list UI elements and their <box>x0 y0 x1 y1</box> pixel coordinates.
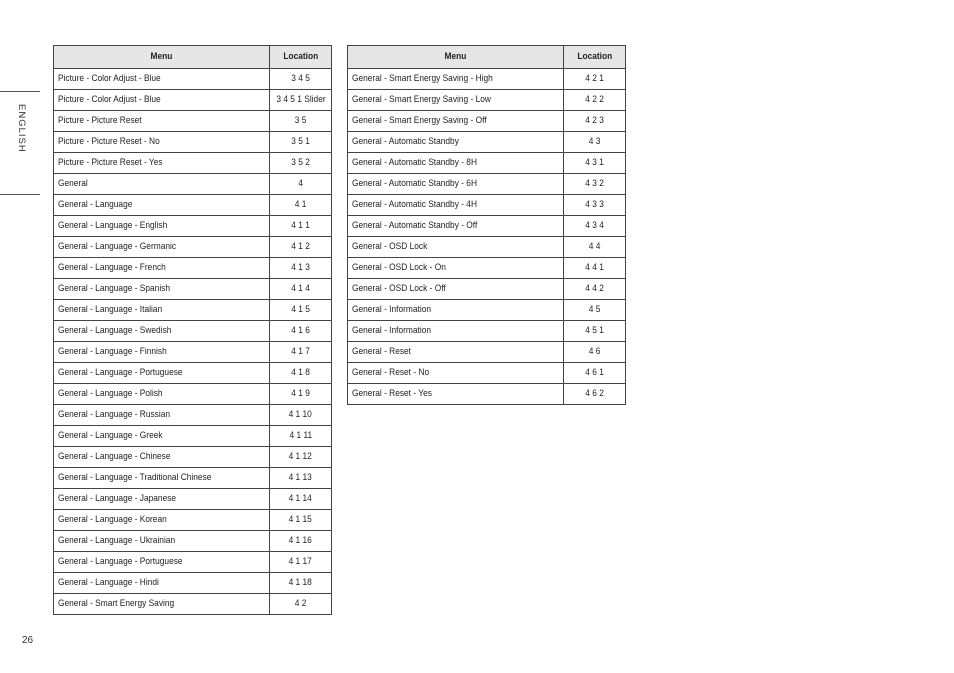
table-row <box>348 384 626 405</box>
table-row <box>54 552 332 573</box>
menu-cell: General - Language - French <box>54 258 270 279</box>
location-cell: 4 1 2 <box>270 237 332 258</box>
table-row <box>54 405 332 426</box>
page-number: 26 <box>22 635 34 646</box>
location-cell: 4 6 1 <box>564 363 626 384</box>
table-row <box>54 426 332 447</box>
location-cell: 4 2 3 <box>564 111 626 132</box>
location-cell: 3 5 1 <box>270 132 332 153</box>
table-row <box>54 531 332 552</box>
menu-cell: General - OSD Lock <box>348 237 564 258</box>
table-row <box>54 510 332 531</box>
menu-cell: General - Smart Energy Saving - Off <box>348 111 564 132</box>
menu-cell: General - Smart Energy Saving - High <box>348 69 564 90</box>
menu-cell: General - Language - Swedish <box>54 321 270 342</box>
table-body <box>54 69 332 615</box>
menu-cell: Picture - Picture Reset - No <box>54 132 270 153</box>
menu-cell: General - Smart Energy Saving <box>54 594 270 615</box>
menu-cell: General - OSD Lock - On <box>348 258 564 279</box>
menu-cell: General - Information <box>348 300 564 321</box>
table-row <box>54 132 332 153</box>
menu-column-header: Menu <box>54 46 270 69</box>
table-row <box>54 90 332 111</box>
table-row <box>348 300 626 321</box>
table-body <box>348 69 626 405</box>
table-row <box>348 363 626 384</box>
menu-cell: General - Information <box>348 321 564 342</box>
location-cell: 4 1 13 <box>270 468 332 489</box>
menu-cell: Picture - Color Adjust - Blue <box>54 90 270 111</box>
table-row <box>54 447 332 468</box>
table-row <box>54 321 332 342</box>
location-cell: 4 6 <box>564 342 626 363</box>
table-row <box>348 342 626 363</box>
location-column-header: Location <box>270 46 332 69</box>
table-row <box>54 195 332 216</box>
table-row <box>54 237 332 258</box>
location-cell: 4 1 17 <box>270 552 332 573</box>
menu-cell: Picture - Picture Reset - Yes <box>54 153 270 174</box>
menu-cell: General - Reset <box>348 342 564 363</box>
location-cell: 4 1 3 <box>270 258 332 279</box>
location-column-header: Location <box>564 46 626 69</box>
table-row <box>54 384 332 405</box>
menu-cell: General - Language - Polish <box>54 384 270 405</box>
menu-cell: Picture - Color Adjust - Blue <box>54 69 270 90</box>
menu-cell: General - Automatic Standby - 4H <box>348 195 564 216</box>
menu-cell: General - Language - Ukrainian <box>54 531 270 552</box>
table-row <box>54 174 332 195</box>
location-cell: 4 1 11 <box>270 426 332 447</box>
menu-cell: General - Smart Energy Saving - Low <box>348 90 564 111</box>
table-row <box>54 258 332 279</box>
location-cell: 4 2 2 <box>564 90 626 111</box>
menu-cell: General - Language - Greek <box>54 426 270 447</box>
location-cell: 4 3 <box>564 132 626 153</box>
table-row <box>348 258 626 279</box>
table-row <box>54 468 332 489</box>
menu-location-table-right <box>347 45 626 405</box>
table-row <box>54 153 332 174</box>
location-cell: 4 5 <box>564 300 626 321</box>
table-row <box>54 573 332 594</box>
menu-cell: General - Language - English <box>54 216 270 237</box>
table-row <box>54 300 332 321</box>
location-cell: 4 1 9 <box>270 384 332 405</box>
menu-cell: General - Automatic Standby - 6H <box>348 174 564 195</box>
table-row <box>348 195 626 216</box>
table-row <box>348 111 626 132</box>
location-cell: 4 1 12 <box>270 447 332 468</box>
location-cell: 4 <box>270 174 332 195</box>
menu-cell: General - Language - Germanic <box>54 237 270 258</box>
menu-cell: General - Language - Italian <box>54 300 270 321</box>
table-row <box>348 153 626 174</box>
menu-cell: General - OSD Lock - Off <box>348 279 564 300</box>
location-cell: 4 1 15 <box>270 510 332 531</box>
menu-cell: General - Language - Japanese <box>54 489 270 510</box>
menu-cell: General - Reset - Yes <box>348 384 564 405</box>
location-cell: 4 1 1 <box>270 216 332 237</box>
location-cell: 4 4 1 <box>564 258 626 279</box>
location-cell: 4 3 3 <box>564 195 626 216</box>
table-row <box>348 90 626 111</box>
location-cell: 4 6 2 <box>564 384 626 405</box>
location-cell: 4 1 5 <box>270 300 332 321</box>
menu-cell: General - Automatic Standby - Off <box>348 216 564 237</box>
location-cell: 4 1 14 <box>270 489 332 510</box>
menu-cell: General - Language - Spanish <box>54 279 270 300</box>
table-row <box>348 279 626 300</box>
table-row <box>348 174 626 195</box>
location-cell: 4 1 4 <box>270 279 332 300</box>
location-cell: 4 3 4 <box>564 216 626 237</box>
menu-cell: General - Language - Portuguese <box>54 363 270 384</box>
location-cell: 4 1 8 <box>270 363 332 384</box>
location-cell: 4 4 <box>564 237 626 258</box>
table-row <box>54 342 332 363</box>
table-row <box>348 69 626 90</box>
menu-cell: General - Language - Korean <box>54 510 270 531</box>
table-row <box>348 321 626 342</box>
location-cell: 4 3 1 <box>564 153 626 174</box>
location-cell: 4 2 1 <box>564 69 626 90</box>
menu-cell: General - Automatic Standby <box>348 132 564 153</box>
menu-cell: General - Language - Finnish <box>54 342 270 363</box>
menu-cell: General <box>54 174 270 195</box>
menu-cell: Picture - Picture Reset <box>54 111 270 132</box>
table-row <box>348 216 626 237</box>
menu-cell: General - Language - Portuguese <box>54 552 270 573</box>
table-header-row <box>54 46 332 69</box>
location-cell: 4 3 2 <box>564 174 626 195</box>
menu-cell: General - Language <box>54 195 270 216</box>
menu-cell: General - Language - Traditional Chinese <box>54 468 270 489</box>
location-cell: 4 4 2 <box>564 279 626 300</box>
table-row <box>54 489 332 510</box>
location-cell: 4 1 10 <box>270 405 332 426</box>
location-cell: 3 5 <box>270 111 332 132</box>
language-label: ENGLISH <box>16 104 27 153</box>
menu-cell: General - Language - Chinese <box>54 447 270 468</box>
table-row <box>348 132 626 153</box>
location-cell: 4 1 16 <box>270 531 332 552</box>
menu-cell: General - Language - Russian <box>54 405 270 426</box>
location-cell: 3 4 5 <box>270 69 332 90</box>
location-cell: 3 5 2 <box>270 153 332 174</box>
location-cell: 4 5 1 <box>564 321 626 342</box>
location-cell: 4 2 <box>270 594 332 615</box>
menu-location-table-left <box>53 45 332 615</box>
table-row <box>54 69 332 90</box>
menu-cell: General - Automatic Standby - 8H <box>348 153 564 174</box>
menu-cell: General - Language - Hindi <box>54 573 270 594</box>
table-row <box>54 363 332 384</box>
menu-column-header: Menu <box>348 46 564 69</box>
table-row <box>348 237 626 258</box>
location-cell: 4 1 <box>270 195 332 216</box>
location-cell: 4 1 18 <box>270 573 332 594</box>
language-side-tab <box>0 91 40 195</box>
location-cell: 4 1 7 <box>270 342 332 363</box>
table-row <box>54 594 332 615</box>
table-row <box>54 111 332 132</box>
table-header-row <box>348 46 626 69</box>
location-cell: 4 1 6 <box>270 321 332 342</box>
table-row <box>54 279 332 300</box>
menu-cell: General - Reset - No <box>348 363 564 384</box>
location-cell: 3 4 5 1 Slider <box>270 90 332 111</box>
table-row <box>54 216 332 237</box>
